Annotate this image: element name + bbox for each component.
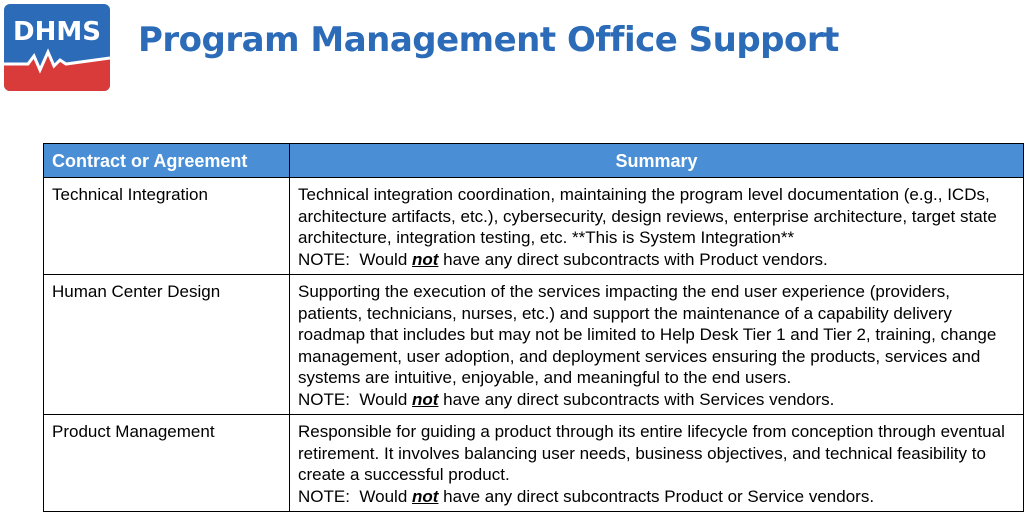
note-prefix: NOTE: Would (298, 389, 412, 409)
note-emphasis: not (412, 389, 439, 409)
table-row (44, 275, 1024, 415)
note-suffix: have any direct subcontracts with Services vendors. (438, 389, 835, 409)
dhms-logo-graphic (4, 4, 110, 91)
table-row (44, 415, 1024, 512)
note-emphasis: not (412, 486, 439, 506)
summary-text: Technical integration coordination, maintaining the program level documentation (e.g., ICDs, architecture artifacts, etc.), cybersecurity, design reviews, enterprise architecture, target state architecture, integration testing, etc. **This is System Integration** (298, 185, 997, 247)
page-title: Program Management Office Support (138, 20, 839, 60)
summary-text: Supporting the execution of the services impacting the end user experience (providers, patients, technicians, nurses, etc.) and support the maintenance of a capability delivery roadmap that includes but may not be limited to Help Desk Tier 1 and Tier 2, training, change management, user adoption, and deployment services ensuring the products, services and systems are intuitive, enjoyable, and meaningful to the end users. (298, 282, 997, 387)
contract-name-cell: Human Center Design (44, 275, 290, 415)
note-suffix: have any direct subcontracts with Product vendors. (438, 249, 828, 269)
table-header-row (44, 144, 1024, 178)
note-line (298, 389, 1015, 411)
summary-cell (290, 275, 1024, 415)
summary-text: Responsible for guiding a product through its entire lifecycle from conception through eventual retirement. It involves balancing user needs, business objectives, and technical feasibility to create a successful product. (298, 422, 1005, 484)
note-line (298, 486, 1015, 508)
note-prefix: NOTE: Would (298, 249, 412, 269)
dhms-logo (4, 4, 110, 91)
note-prefix: NOTE: Would (298, 486, 412, 506)
note-line (298, 249, 1015, 271)
contract-name-cell: Technical Integration (44, 178, 290, 275)
column-header-contract: Contract or Agreement (44, 144, 290, 178)
logo-text: DHMS (13, 17, 101, 47)
note-suffix: have any direct subcontracts Product or Service vendors. (438, 486, 875, 506)
summary-cell (290, 178, 1024, 275)
contracts-table (43, 143, 1024, 512)
summary-cell (290, 415, 1024, 512)
column-header-summary: Summary (290, 144, 1024, 178)
contract-name-cell: Product Management (44, 415, 290, 512)
note-emphasis: not (412, 249, 439, 269)
table-row (44, 178, 1024, 275)
